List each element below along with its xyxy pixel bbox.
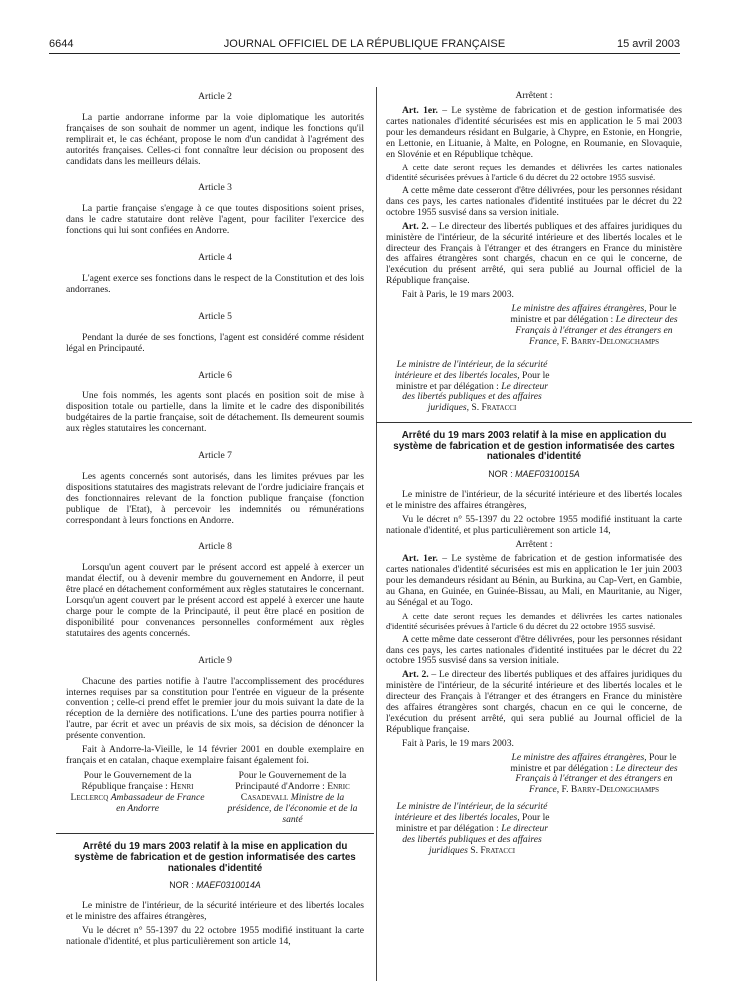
article-2-text: La partie andorrane informe par la voie diplomatique les autorités françaises de son souhait de nommer un agent, indique les fonctions qu'il remplirait et, le cas échéant, propose le nom d'un candidat à l'agrément des autorités françaises. Celles-ci font connaître leur décision ou proposent des candidats dans les meilleurs délais. xyxy=(66,111,364,167)
signature-interior: Le ministre de l'intérieur, de la sécurité intérieure et des libertés locales, Pour le ministre et par délégation : Le directeur des libertés publiques et des affaires juridiques S. Fratacci xyxy=(394,801,550,856)
done-at-text: Fait à Andorre-la-Vieille, le 14 février 2001 en double exemplaire en français et en catalan, chaque exemplaire faisant également foi. xyxy=(66,744,364,766)
journal-title: JOURNAL OFFICIEL DE LA RÉPUBLIQUE FRANÇAISE xyxy=(223,38,506,50)
signatory-name: S. Fratacci xyxy=(471,402,517,414)
article-3-title: Article 3 xyxy=(198,182,232,194)
article-6-title: Article 6 xyxy=(198,369,232,381)
signature-france: Pour le Gouvernement de la République française : Henri Leclercq Ambassadeur de France en Andorre xyxy=(70,769,205,814)
article-8-title: Article 8 xyxy=(198,541,232,553)
signatory-name: Henri Leclercq xyxy=(70,780,194,803)
signatory-name: Enric Casadevall xyxy=(240,780,350,803)
right-column xyxy=(386,88,682,857)
article-7-text: Les agents concernés sont autorisés, dans les limites prévues par les dispositions statutaires des magistrats relevant de l'ordre judiciaire français et des fonctionnaires relevant de la fonction publique française (fonction publique de l'Etat), à percevoir les indemnités ou rémunérations correspondant à leurs fonctions en Andorre. xyxy=(66,470,364,526)
article-1-para-2: A cette date seront reçues les demandes et délivrées les cartes nationales d'identité sécurisées prévues à l'article 6 du décret du 22 octobre 1955 susvisé. xyxy=(386,162,682,183)
section-separator xyxy=(56,833,374,834)
header-rule xyxy=(49,53,680,54)
decree-visa: Vu le décret n° 55-1397 du 22 octobre 1955 modifié instituant la carte nationale d'identité, et plus particulièrement son article 14, xyxy=(386,513,682,536)
article-9-title: Article 9 xyxy=(198,654,232,666)
decree-title: Arrêté du 19 mars 2003 relatif à la mise en application du système de fabrication et de gestion informatisée des cartes nationales d'identité xyxy=(393,430,675,463)
article-2-text: Art. 2. – Le directeur des libertés publiques et des affaires juridiques du ministère de l'intérieur, de la sécurité intérieure et des libertés locales et le directeur des Français à l'étranger et des étrangers en France du ministère des affaires étrangères sont chargés, chacun en ce qui le concerne, de l'exécution du présent arrêté, qui sera publié au Journal officiel de la République française. xyxy=(386,220,683,287)
signature-andorra: Pour le Gouvernement de la Principauté d'Andorre : Enric Casadevall Ministre de la présidence, de l'économie et de la santé xyxy=(227,769,358,825)
article-1-text: Art. 1er. – Le système de fabrication et de gestion informatisée des cartes nationales d'identité sécurisées est mis en application le 5 mai 2003 pour les demandeurs résidant en Bulgarie, à Chypre, en Estonie, en Hongrie, en Lettonie, en Lituanie, à Malte, en Pologne, en Roumanie, en Slovaquie, en Slovénie et en République tchèque. xyxy=(386,104,682,160)
article-3-text: La partie française s'engage à ce que toutes dispositions soient prises, dans le cadre statutaire dont relève l'agent, pour faciliter l'exercice des fonctions qui lui sont confiées en Andorre. xyxy=(66,203,364,237)
article-1-para-2: A cette date seront reçues les demandes et délivrées les cartes nationales d'identité sécurisées prévues à l'article 6 du décret du 22 octobre 1955 susvisé. xyxy=(386,611,682,631)
article-4-text: L'agent exerce ses fonctions dans le respect de la Constitution et des lois andorranes. xyxy=(66,272,364,295)
signatory-name: F. Barry-Delongchamps xyxy=(561,784,659,796)
article-2-text: Art. 2. – Le directeur des libertés publiques et des affaires juridiques du ministère de l'intérieur, de la sécurité intérieure et des libertés locales et le directeur des Français à l'étranger et des étrangers en France du ministère des affaires étrangères sont chargés, chacun en ce qui le concerne, de l'exécution du présent arrêté, qui sera publié au Journal officiel de la République française. xyxy=(386,669,683,735)
article-6-text: Une fois nommés, les agents sont placés en position soit de mise à disposition totale ou partielle, dans la limite et le cadre des disponibilités budgétaires de la partie française, soit de détachement. Ils demeurent soumis aux règles statutaires les concernant. xyxy=(66,390,364,435)
decree-title: Arrêté du 19 mars 2003 relatif à la mise en application du système de fabrication et de gestion informatisée des cartes nationales d'identité xyxy=(74,841,356,874)
article-4-title: Article 4 xyxy=(198,252,232,264)
done-at-paris: Fait à Paris, le 19 mars 2003. xyxy=(402,737,514,749)
signatory-name: F. Barry-Delongchamps xyxy=(561,335,659,347)
decree-preamble: Le ministre de l'intérieur, de la sécurité intérieure et des libertés locales et le ministre des affaires étrangères, xyxy=(386,488,682,511)
decree-visa: Vu le décret n° 55-1397 du 22 octobre 1955 modifié instituant la carte nationale d'identité, et plus particulièrement son article 14, xyxy=(66,924,364,947)
arretent-label: Arrêtent : xyxy=(515,538,553,550)
article-1-text: Art. 1er. – Le système de fabrication et de gestion informatisée des cartes nationales d'identité sécurisées est mis en application le 1er juin 2003 pour les demandeurs résidant au Bénin, au Burkina, au Cap-Vert, en Gambie, au Ghana, en Guinée, en Guinée-Bissau, au Mali, en Mauritanie, au Niger, au Sénégal et au Togo. xyxy=(386,553,682,609)
done-at-paris: Fait à Paris, le 19 mars 2003. xyxy=(402,289,514,301)
section-separator xyxy=(376,422,692,423)
signature-foreign-affairs: Le ministre des affaires étrangères, Pour le ministre et par délégation : Le directeur des Français à l'étranger et des étrangers en France, F. Barry-Delongchamps xyxy=(510,303,678,347)
page-number: 6644 xyxy=(49,38,74,50)
article-5-title: Article 5 xyxy=(198,310,232,322)
page-header xyxy=(49,0,680,50)
decree-preamble: Le ministre de l'intérieur, de la sécurité intérieure et des libertés locales et le ministre des affaires étrangères, xyxy=(66,900,364,922)
article-7-title: Article 7 xyxy=(198,450,232,462)
arretent-label: Arrêtent : xyxy=(515,90,553,101)
signatures xyxy=(66,771,364,826)
nor-reference: NOR : MAEF0310014A xyxy=(169,880,261,891)
left-column xyxy=(66,92,364,951)
column-divider xyxy=(376,87,377,981)
nor-reference: NOR : MAEF0310015A xyxy=(488,469,580,480)
article-9-text: Chacune des parties notifie à l'autre l'accomplissement des procédures internes requises par sa constitution pour l'entrée en vigueur de la présente convention ; celle-ci prend effet le premier jour du mois suivant la date de la réception de la dernière des notifications. L'une des parties pourra notifier à l'autre, par écrit et avec un préavis de six mois, sa décision de dénoncer la présente convention. xyxy=(66,675,364,742)
article-1-para-3: A cette même date cesseront d'être délivrées, pour les personnes résidant dans ces pays, les cartes nationales d'identité instituées par le décret du 22 octobre 1955 susvisé dans sa version initiale. xyxy=(386,633,682,667)
signature-foreign-affairs: Le ministre des affaires étrangères, Pour le ministre et par délégation : Le directeur des Français à l'étranger et des étrangers en France, F. Barry-Delongchamps xyxy=(510,751,678,796)
article-2-title: Article 2 xyxy=(198,91,232,102)
signature-interior: Le ministre de l'intérieur, de la sécurité intérieure et des libertés locales, Pour le ministre et par délégation : Le directeur des libertés publiques et des affaires juridiques, S. Fratacci xyxy=(394,358,550,414)
signatory-name: S. Fratacci xyxy=(470,844,516,856)
article-8-text: Lorsqu'un agent couvert par le présent accord est appelé à exercer un mandat électif, ou à devenir membre du gouvernement en Andorre, il peut être placé en détachement conformément aux règles statutaires le concernant. Lorsqu'un agent couvert par le présent accord est appelé à exercer une haute charge pour le compte de la Principauté, il peut être placé en position de disponibilité pour convenances personnelles conformément aux règles statutaires des agents concernés. xyxy=(66,562,364,639)
article-1-para-3: A cette même date cesseront d'être délivrées, pour les personnes résidant dans ces pays, les cartes nationales d'identité instituées par le décret du 22 octobre 1955 susvisé dans sa version initiale. xyxy=(386,185,682,218)
article-5-text: Pendant la durée de ses fonctions, l'agent est considéré comme résident légal en Principauté. xyxy=(66,331,364,354)
issue-date: 15 avril 2003 xyxy=(617,38,680,50)
